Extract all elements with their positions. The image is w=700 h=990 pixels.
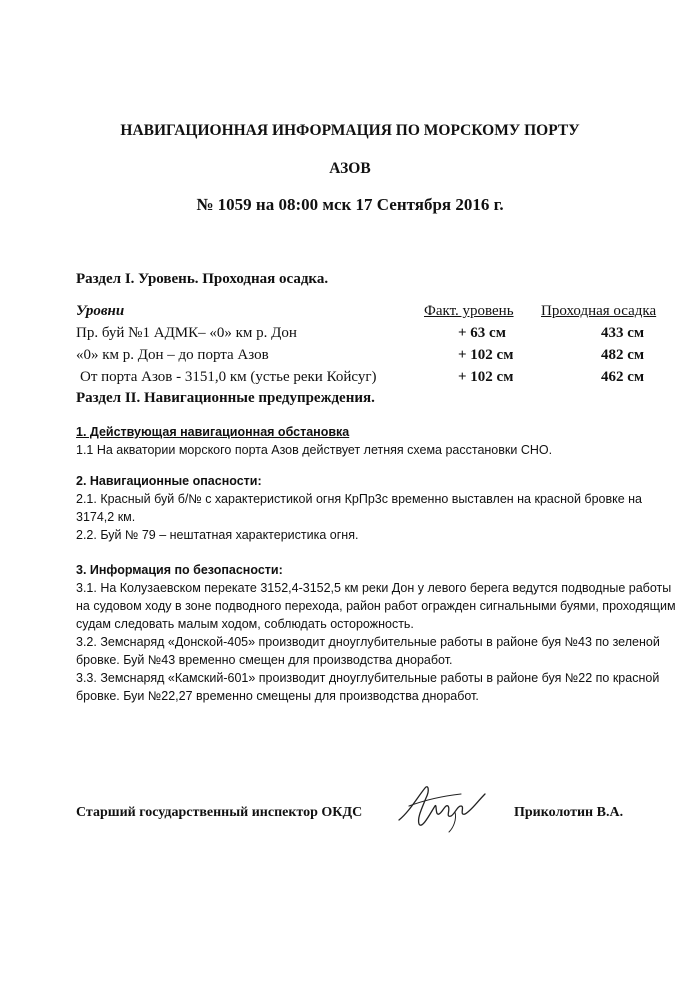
row-fact: + 102 см: [458, 347, 514, 363]
paragraph: 3.2. Земснаряд «Донской-405» производит дноуглубительные работы в районе буя №43 по зеленой бровке. Буй №43 временно смещен для производства дноработ.: [76, 635, 660, 667]
row-fact: + 63 см: [458, 325, 506, 341]
row-draft: 433 см: [601, 325, 645, 341]
bulletin-number: № 1059 на 08:00 мск 17 Сентября 2016 г.: [196, 195, 504, 214]
row-draft: 462 см: [601, 369, 645, 385]
col-header-fact-level: Факт. уровень: [424, 303, 514, 319]
paragraph: 3.1. На Колузаевском перекате 3152,4-3152,5 км реки Дон у левого берега ведутся подводные работы на судовом ходу в зоне подводного перехода, район работ огражден сигнальными буями, проходящим судам следовать малым ходом, соблюдать осторожность.: [76, 581, 676, 631]
row-name: Пр. буй №1 АДМК– «0» км р. Дон: [76, 325, 297, 341]
subsection-current-situation: [76, 423, 676, 459]
handwritten-signature: [395, 776, 500, 836]
col-header-draft: Проходная осадка: [541, 303, 657, 319]
paragraph: 3.3. Земснаряд «Камский-601» производит дноуглубительные работы в районе буя №22 по красной бровке. Буи №22,27 временно смещены для производства дноработ.: [76, 671, 660, 703]
row-name: От порта Азов - 3151,0 км (устье реки Койсуг): [80, 369, 377, 385]
signatory-position: Старший государственный инспектор ОКДС: [76, 805, 363, 820]
paragraph: 1.1 На акватории морского порта Азов действует летняя схема расстановки СНО.: [76, 443, 553, 457]
row-fact: + 102 см: [458, 369, 514, 385]
section2-heading: Раздел II. Навигационные предупреждения.: [76, 390, 375, 406]
paragraph: 2.1. Красный буй б/№ с характеристикой огня КрПр3с временно выставлен на красной бровке на 3174,2 км.: [76, 492, 643, 524]
col-header-levels: Уровни: [76, 303, 125, 319]
subsection-title: 1. Действующая навигационная обстановка: [76, 425, 350, 439]
row-draft: 482 см: [601, 347, 645, 363]
subsection-safety-info: [76, 561, 676, 705]
subsection-title: 3. Информация по безопасности:: [76, 563, 283, 577]
paragraph: 2.2. Буй № 79 – нештатная характеристика огня.: [76, 528, 359, 542]
subsection-hazards: [76, 472, 676, 544]
port-name: АЗОВ: [329, 160, 371, 177]
section1-heading: Раздел I. Уровень. Проходная осадка.: [76, 271, 329, 287]
row-name: «0» км р. Дон – до порта Азов: [76, 347, 269, 363]
signatory-name: Приколотин В.А.: [514, 805, 624, 820]
subsection-title: 2. Навигационные опасности:: [76, 474, 262, 488]
document-title: НАВИГАЦИОННАЯ ИНФОРМАЦИЯ ПО МОРСКОМУ ПОРТУ: [120, 122, 580, 139]
